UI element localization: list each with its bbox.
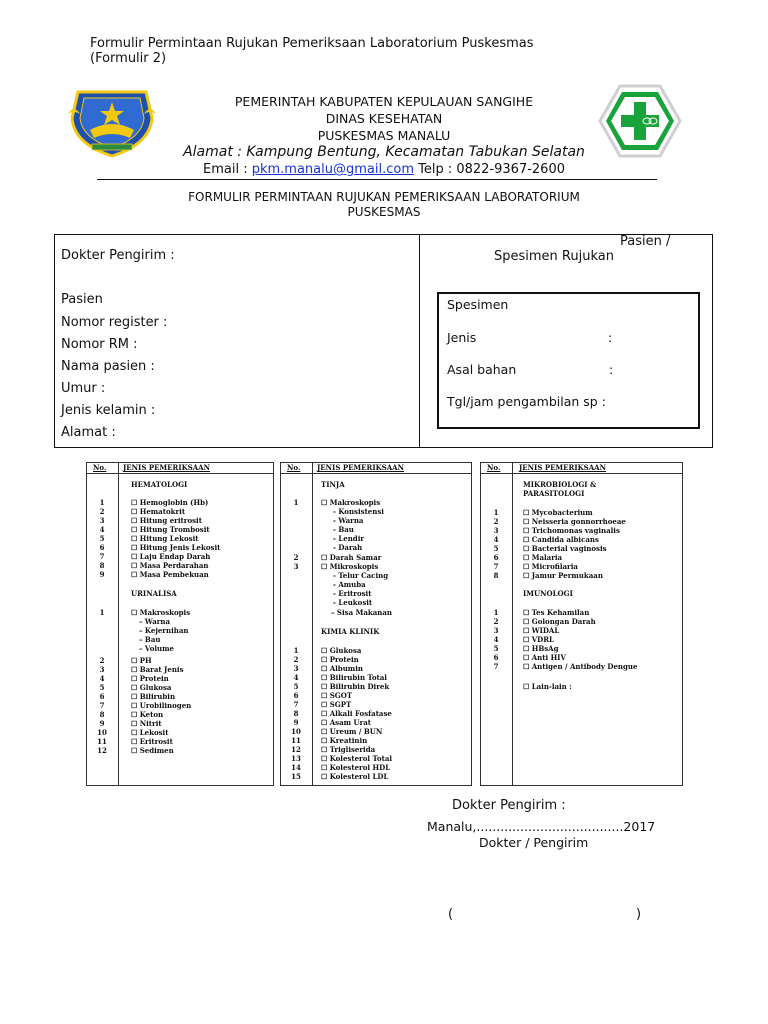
list-item[interactable] [481, 662, 682, 671]
col-no: No. [487, 463, 501, 472]
spesimen-rujukan-label: Spesimen Rujukan [494, 249, 614, 264]
sub-item [87, 617, 273, 626]
section-hematologi: HEMATOLOGI [131, 480, 188, 489]
item-no: 11 [291, 736, 301, 745]
item-no: 6 [293, 691, 299, 700]
item-label: ☐ Keton [131, 710, 164, 719]
sub-label: - Telur Cacing [333, 571, 389, 580]
sub-item [281, 571, 471, 580]
sub-label: – Sisa Makanan [331, 608, 392, 617]
item-no: 4 [493, 535, 499, 544]
list-item[interactable] [87, 534, 273, 543]
item-no: 10 [291, 727, 301, 736]
list-item[interactable] [481, 626, 682, 635]
item-no: 8 [99, 561, 105, 570]
sub-item [281, 525, 471, 534]
item-label: ☐ Laju Endap Darah [131, 552, 211, 561]
item-label: ☐ Kreatinin [321, 736, 368, 745]
table-header [87, 463, 273, 474]
list-item[interactable] [87, 543, 273, 552]
item-label: ☐ Alkali Fosfatase [321, 709, 392, 718]
nomor-rm-label: Nomor RM : [61, 337, 138, 352]
list-item[interactable] [481, 617, 682, 626]
nomor-register-label: Nomor register : [61, 315, 168, 330]
item-label: ☐ Protein [131, 674, 169, 683]
list-item[interactable] [481, 553, 682, 562]
item-no: 8 [493, 571, 499, 580]
item-no: 1 [293, 498, 299, 507]
item-label: ☐ Mycobacterium [523, 508, 593, 517]
jenis-kelamin-label: Jenis kelamin : [61, 403, 156, 418]
item-label: ☐ VDRL [523, 635, 554, 644]
header-department: DINAS KESEHATAN [325, 111, 443, 126]
item-label: ☐ Tes Kehamilan [523, 608, 590, 617]
item-label: ☐ Sedimen [131, 746, 174, 755]
item-no: 15 [291, 772, 301, 781]
sub-label: - Lendir [333, 534, 365, 543]
item-label: ☐ Jamur Permukaan [523, 571, 603, 580]
item-no: 8 [99, 710, 105, 719]
col-jenis: JENIS PEMERIKSAAN [123, 463, 210, 472]
header-government: PEMERINTAH KABUPATEN KEPULAUAN SANGIHE [234, 94, 534, 109]
list-item[interactable] [87, 746, 273, 755]
signature-role: Dokter / Pengirim [479, 835, 589, 850]
item-no: 5 [99, 534, 105, 543]
item-label: ☐ Masa Pembekuan [131, 570, 209, 579]
sub-label: – Kejernihan [139, 626, 189, 635]
list-item[interactable] [281, 655, 471, 664]
item-label: ☐ Kolesterol Total [321, 754, 393, 763]
item-label: ☐ Masa Perdarahan [131, 561, 209, 570]
email-label: Email : [203, 162, 252, 177]
item-label: ☐ Bilirubin Total [321, 673, 387, 682]
item-no: 2 [99, 507, 105, 516]
list-item[interactable] [281, 553, 471, 562]
sub-label: – Volume [139, 644, 175, 653]
sub-item [281, 516, 471, 525]
item-no: 3 [493, 526, 499, 535]
item-no: 9 [99, 570, 105, 579]
header-address: Alamat : Kampung Bentung, Kecamatan Tabukan Selatan [183, 144, 585, 160]
list-item[interactable] [281, 718, 471, 727]
item-no: 6 [493, 653, 499, 662]
item-no: 7 [493, 562, 499, 571]
item-no: 3 [99, 665, 105, 674]
item-no: 7 [99, 701, 105, 710]
item-no: 3 [293, 664, 299, 673]
item-label: ☐ Kolesterol LDL [321, 772, 389, 781]
list-item[interactable] [281, 682, 471, 691]
item-no: 1 [493, 608, 499, 617]
list-item[interactable] [281, 646, 471, 655]
list-item[interactable] [87, 737, 273, 746]
table-tinja-kimia [280, 462, 472, 786]
sub-label: - Amuba [333, 580, 366, 589]
list-item[interactable] [87, 608, 273, 617]
item-label: ☐ Darah Samar [321, 553, 382, 562]
sub-label: – Bau [139, 635, 161, 644]
list-item[interactable] [281, 763, 471, 772]
header-puskesmas: PUSKESMAS MANALU [317, 128, 451, 143]
list-item[interactable] [481, 544, 682, 553]
list-item[interactable] [281, 727, 471, 736]
item-label: ☐ Anti HIV [523, 653, 566, 662]
signature-paren-open: ( [448, 907, 454, 922]
item-label: ☐ Urobilinogen [131, 701, 192, 710]
list-item[interactable] [281, 745, 471, 754]
item-no: 2 [99, 656, 105, 665]
item-no: 4 [493, 635, 499, 644]
list-item[interactable] [281, 772, 471, 781]
header-rule [97, 179, 657, 180]
list-item[interactable] [481, 517, 682, 526]
sub-item [281, 598, 471, 607]
list-item[interactable] [87, 516, 273, 525]
list-item[interactable] [281, 664, 471, 673]
list-item[interactable] [87, 498, 273, 507]
section-imunologi: IMUNOLOGI [523, 589, 573, 598]
phone-text: Telp : 0822-9367-2600 [413, 162, 565, 177]
list-item[interactable] [481, 535, 682, 544]
item-label: ☐ Mikroskopis [321, 562, 379, 571]
item-no: 5 [99, 683, 105, 692]
sub-item [281, 608, 471, 617]
item-label: ☐ SGOT [321, 691, 353, 700]
list-item[interactable] [87, 552, 273, 561]
signature-dokter-pengirim: Dokter Pengirim : [452, 798, 566, 813]
item-no: 1 [99, 498, 105, 507]
jenis-label: Jenis [447, 330, 477, 345]
col-jenis: JENIS PEMERIKSAAN [317, 463, 404, 472]
item-label: ☐ Protein [321, 655, 359, 664]
list-item[interactable] [281, 736, 471, 745]
list-item[interactable] [281, 700, 471, 709]
col-no: No. [93, 463, 107, 472]
item-no: 2 [493, 617, 499, 626]
sub-label: - Bau [333, 525, 354, 534]
item-no: 14 [291, 763, 301, 772]
item-no: 13 [291, 754, 301, 763]
item-no: 5 [293, 682, 299, 691]
item-label: ☐ Bacterial vaginosis [523, 544, 607, 553]
item-label: ☐ Makroskopis [321, 498, 381, 507]
item-label: ☐ Neisseria gonnorrhoeae [523, 517, 626, 526]
table-hematologi-urinalisa [86, 462, 274, 786]
item-no: 3 [493, 626, 499, 635]
item-no: 1 [493, 508, 499, 517]
item-no: 3 [99, 516, 105, 525]
list-item[interactable] [87, 570, 273, 579]
list-item[interactable] [87, 710, 273, 719]
item-label: ☐ Golongan Darah [523, 617, 596, 626]
item-label: ☐ Hematokrit [131, 507, 186, 516]
item-label: ☐ Glukosa [321, 646, 362, 655]
item-label: ☐ Kolesterol HDL [321, 763, 391, 772]
item-label: ☐ Trichomonas vaginalis [523, 526, 620, 535]
item-label: ☐ Trigliserida [321, 745, 376, 754]
item-label: ☐ Ureum / BUN [321, 727, 383, 736]
item-no: 9 [293, 718, 299, 727]
dokter-pengirim-label: Dokter Pengirim : [61, 248, 175, 263]
pasien-slash-label: Pasien / [620, 234, 671, 249]
list-item[interactable] [87, 719, 273, 728]
item-label: ☐ Asam Urat [321, 718, 372, 727]
nama-pasien-label: Nama pasien : [61, 359, 155, 374]
sub-item [87, 644, 273, 653]
item-no: 4 [293, 673, 299, 682]
list-item[interactable] [87, 728, 273, 737]
item-label: ☐ Microfilaria [523, 562, 578, 571]
section-mikrobiologi: MIKROBIOLOGI & [523, 480, 597, 489]
sub-item [281, 507, 471, 516]
asal-bahan-label: Asal bahan [447, 362, 517, 377]
info-divider [419, 234, 420, 448]
list-item[interactable] [281, 498, 471, 507]
item-label: ☐ Eritrosit [131, 737, 173, 746]
document-title: FORMULIR PERMINTAAN RUJUKAN PEMERIKSAAN LABORATORIUM [188, 190, 580, 204]
list-item[interactable] [481, 571, 682, 580]
list-item[interactable] [481, 608, 682, 617]
header-contact [0, 162, 768, 177]
item-label: ☐ Nitrit [131, 719, 162, 728]
list-item[interactable] [87, 683, 273, 692]
section-parasitologi: PARASITOLOGI [523, 489, 585, 498]
item-label: ☐ Albumin [321, 664, 363, 673]
item-no: 5 [493, 644, 499, 653]
item-label: ☐ Hitung Lekosit [131, 534, 199, 543]
sub-label: - Konsistensi [333, 507, 384, 516]
list-item[interactable] [481, 644, 682, 653]
list-item[interactable] [87, 561, 273, 570]
list-item[interactable] [87, 692, 273, 701]
item-no: 6 [493, 553, 499, 562]
item-label: ☐ Hitung Trombosit [131, 525, 210, 534]
section-kimia-klinik: KIMIA KLINIK [321, 627, 380, 636]
item-label: ☐ Malaria [523, 553, 563, 562]
list-item[interactable] [281, 673, 471, 682]
item-no: 2 [293, 553, 299, 562]
item-label: ☐ Hitung eritrosit [131, 516, 202, 525]
item-label: ☐ Antigen / Antibody Dengue [523, 662, 638, 671]
list-item[interactable] [281, 754, 471, 763]
section-tinja: TINJA [321, 480, 345, 489]
pasien-label: Pasien [61, 292, 103, 307]
sub-item [281, 580, 471, 589]
sub-label: - Leukosit [333, 598, 373, 607]
list-item[interactable] [87, 701, 273, 710]
list-item[interactable] [481, 653, 682, 662]
sub-label: – Warna [139, 617, 171, 626]
item-no: 7 [99, 552, 105, 561]
alamat-label: Alamat : [61, 425, 116, 440]
signature-paren-close: ) [636, 907, 642, 922]
item-label: ☐ Lain-lain : [523, 682, 572, 691]
sub-item [281, 534, 471, 543]
item-label: ☐ WIDAL [523, 626, 560, 635]
item-no: 11 [97, 737, 107, 746]
jenis-colon: : [608, 330, 613, 345]
item-no: 7 [493, 662, 499, 671]
item-no: 6 [99, 692, 105, 701]
item-no: 8 [293, 709, 299, 718]
item-no: 1 [99, 608, 105, 617]
list-item[interactable] [87, 525, 273, 534]
section-urinalisa: URINALISA [131, 589, 177, 598]
item-no: 5 [493, 544, 499, 553]
item-label: ☐ Glukosa [131, 683, 172, 692]
list-item[interactable] [481, 508, 682, 517]
sub-item [87, 626, 273, 635]
list-item[interactable] [481, 526, 682, 535]
col-jenis: JENIS PEMERIKSAAN [519, 463, 606, 472]
spesimen-label: Spesimen [447, 297, 509, 312]
item-no: 12 [291, 745, 301, 754]
sub-label: - Warna [333, 516, 364, 525]
sub-label: - Darah [333, 543, 363, 552]
item-label: ☐ Barat Jenis [131, 665, 184, 674]
item-label: ☐ SGPT [321, 700, 352, 709]
item-label: ☐ Bilirubin Direk [321, 682, 390, 691]
email-link[interactable]: pkm.manalu@gmail.com [251, 162, 414, 177]
tgl-pengambilan-label: Tgl/jam pengambilan sp : [447, 394, 606, 409]
document-title-line2: PUSKESMAS [347, 205, 421, 219]
item-label: ☐ PH [131, 656, 152, 665]
signature-date-line: Manalu,.....................................2017 [427, 819, 656, 834]
item-no: 6 [99, 543, 105, 552]
item-no: 2 [293, 655, 299, 664]
item-label: ☐ Candida albicans [523, 535, 599, 544]
list-item[interactable] [481, 635, 682, 644]
item-no: 9 [99, 719, 105, 728]
item-no: 10 [97, 728, 107, 737]
col-no: No. [287, 463, 301, 472]
list-item[interactable] [281, 562, 471, 571]
item-no: 3 [293, 562, 299, 571]
sub-item [281, 543, 471, 552]
item-no: 4 [99, 674, 105, 683]
list-item[interactable] [87, 665, 273, 674]
list-item[interactable] [87, 674, 273, 683]
list-item[interactable] [281, 691, 471, 700]
item-label: ☐ Hemoglobin (Hb) [131, 498, 209, 507]
item-no: 1 [293, 646, 299, 655]
item-label: ☐ Makroskopis [131, 608, 191, 617]
umur-label: Umur : [61, 381, 106, 396]
list-item-lain-lain[interactable] [481, 682, 682, 691]
sub-item [87, 635, 273, 644]
asal-bahan-colon: : [609, 362, 614, 377]
list-item[interactable] [87, 656, 273, 665]
item-label: ☐ Bilirubin [131, 692, 176, 701]
item-no: 4 [99, 525, 105, 534]
table-mikrobiologi-imunologi [480, 462, 683, 786]
item-label: ☐ HBsAg [523, 644, 559, 653]
item-no: 12 [97, 746, 107, 755]
list-item[interactable] [87, 507, 273, 516]
item-no: 2 [493, 517, 499, 526]
item-label: ☐ Hitung Jenis Lekosit [131, 543, 221, 552]
table-header [281, 463, 471, 474]
item-no: 7 [293, 700, 299, 709]
list-item[interactable] [481, 562, 682, 571]
form-subtitle: (Formulir 2) [90, 51, 167, 66]
list-item[interactable] [281, 709, 471, 718]
form-title: Formulir Permintaan Rujukan Pemeriksaan Laboratorium Puskesmas [90, 36, 534, 51]
sub-item [281, 589, 471, 598]
item-label: ☐ Lekosit [131, 728, 169, 737]
sub-label: - Eritrosit [333, 589, 372, 598]
